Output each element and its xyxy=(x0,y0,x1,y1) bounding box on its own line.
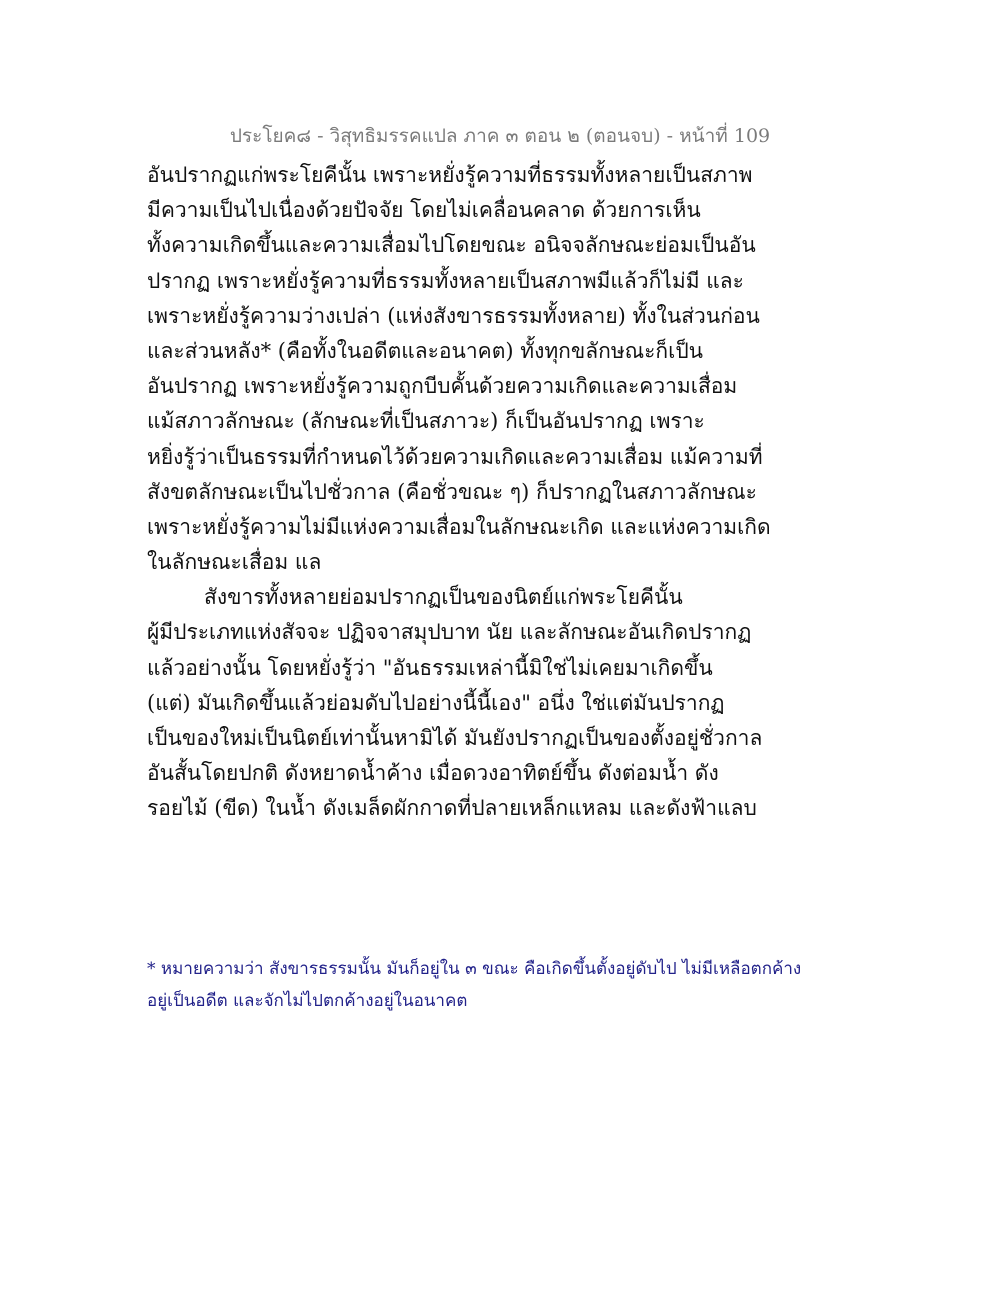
body-text xyxy=(147,158,847,827)
body-line: อันปรากฏ เพราะหยั่งรู้ความถูกบีบคั้นด้วยความเกิดและความเสื่อม xyxy=(147,374,738,399)
page-header: ประโยค๘ - วิสุทธิมรรคแปล ภาค ๓ ตอน ๒ (ตอนจบ) - หน้าที่ 109 xyxy=(229,125,771,147)
footnote-line: * หมายความว่า สังขารธรรมนั้น มันก็อยู่ใน ๓ ขณะ คือเกิดขึ้นตั้งอยู่ดับไป ไม่มีเหลือตกค้าง xyxy=(147,959,802,979)
body-line: ในลักษณะเสื่อม แล xyxy=(147,550,322,575)
footnote-line: อยู่เป็นอดีต และจักไม่ไปตกค้างอยู่ในอนาคต xyxy=(147,991,468,1011)
body-line: และส่วนหลัง* (คือทั้งในอดีตและอนาคต) ทั้งทุกขลักษณะก็เป็น xyxy=(147,338,704,363)
body-line: แล้วอย่างนั้น โดยหยั่งรู้ว่า "อันธรรมเหล่านี้มิใช่ไม่เคยมาเกิดขึ้น xyxy=(147,655,713,680)
body-line: เพราะหยั่งรู้ความว่างเปล่า (แห่งสังขารธรรมทั้งหลาย) ทั้งในส่วนก่อน xyxy=(147,303,760,328)
body-line: (แต่) มันเกิดขึ้นแล้วย่อมดับไปอย่างนี้นี้เอง" อนึ่ง ใช่แต่มันปรากฏ xyxy=(147,690,725,715)
paragraph-first-line: สังขารทั้งหลายย่อมปรากฏเป็นของนิตย์แก่พระโยคีนั้น xyxy=(204,585,683,610)
body-line: หยิ่งรู้ว่าเป็นธรรมที่กำหนดไว้ด้วยความเกิดและความเสื่อม แม้ความที่ xyxy=(147,444,763,469)
footnote xyxy=(147,953,847,1017)
body-line: ผู้มีประเภทแห่งสัจจะ ปฏิจจาสมุปบาท นัย และลักษณะอันเกิดปรากฏ xyxy=(147,620,752,645)
body-line: อันปรากฏแก่พระโยคีนั้น เพราะหยั่งรู้ความที่ธรรมทั้งหลายเป็นสภาพ xyxy=(147,163,753,187)
body-line: เป็นของใหม่เป็นนิตย์เท่านั้นหามิได้ มันยังปรากฏเป็นของตั้งอยู่ชั่วกาล xyxy=(147,726,763,750)
body-line: ทั้งความเกิดขึ้นและความเสื่อมไปโดยขณะ อนิจจลักษณะย่อมเป็นอัน xyxy=(147,233,756,258)
body-line: เพราะหยั่งรู้ความไม่มีแห่งความเสื่อมในลักษณะเกิด และแห่งความเกิด xyxy=(147,514,771,539)
body-line: ปรากฏ เพราะหยั่งรู้ความที่ธรรมทั้งหลายเป็นสภาพมีแล้วก็ไม่มี และ xyxy=(147,268,744,293)
body-line: รอยไม้ (ขีด) ในน้ำ ดังเมล็ดผักกาดที่ปลายเหล็กแหลม และดังฟ้าแลบ xyxy=(147,796,757,821)
body-line: อันสั้นโดยปกติ ดังหยาดน้ำค้าง เมื่อดวงอาทิตย์ขึ้น ดังต่อมน้ำ ดัง xyxy=(147,761,719,786)
body-line: แม้สภาวลักษณะ (ลักษณะที่เป็นสภาวะ) ก็เป็นอันปรากฏ เพราะ xyxy=(147,409,705,434)
body-line: มีความเป็นไปเนื่องด้วยปัจจัย โดยไม่เคลื่อนคลาด ด้วยการเห็น xyxy=(147,198,701,223)
body-line: สังขตลักษณะเป็นไปชั่วกาล (คือชั่วขณะ ๆ) ก็ปรากฏในสภาวลักษณะ xyxy=(147,479,757,504)
